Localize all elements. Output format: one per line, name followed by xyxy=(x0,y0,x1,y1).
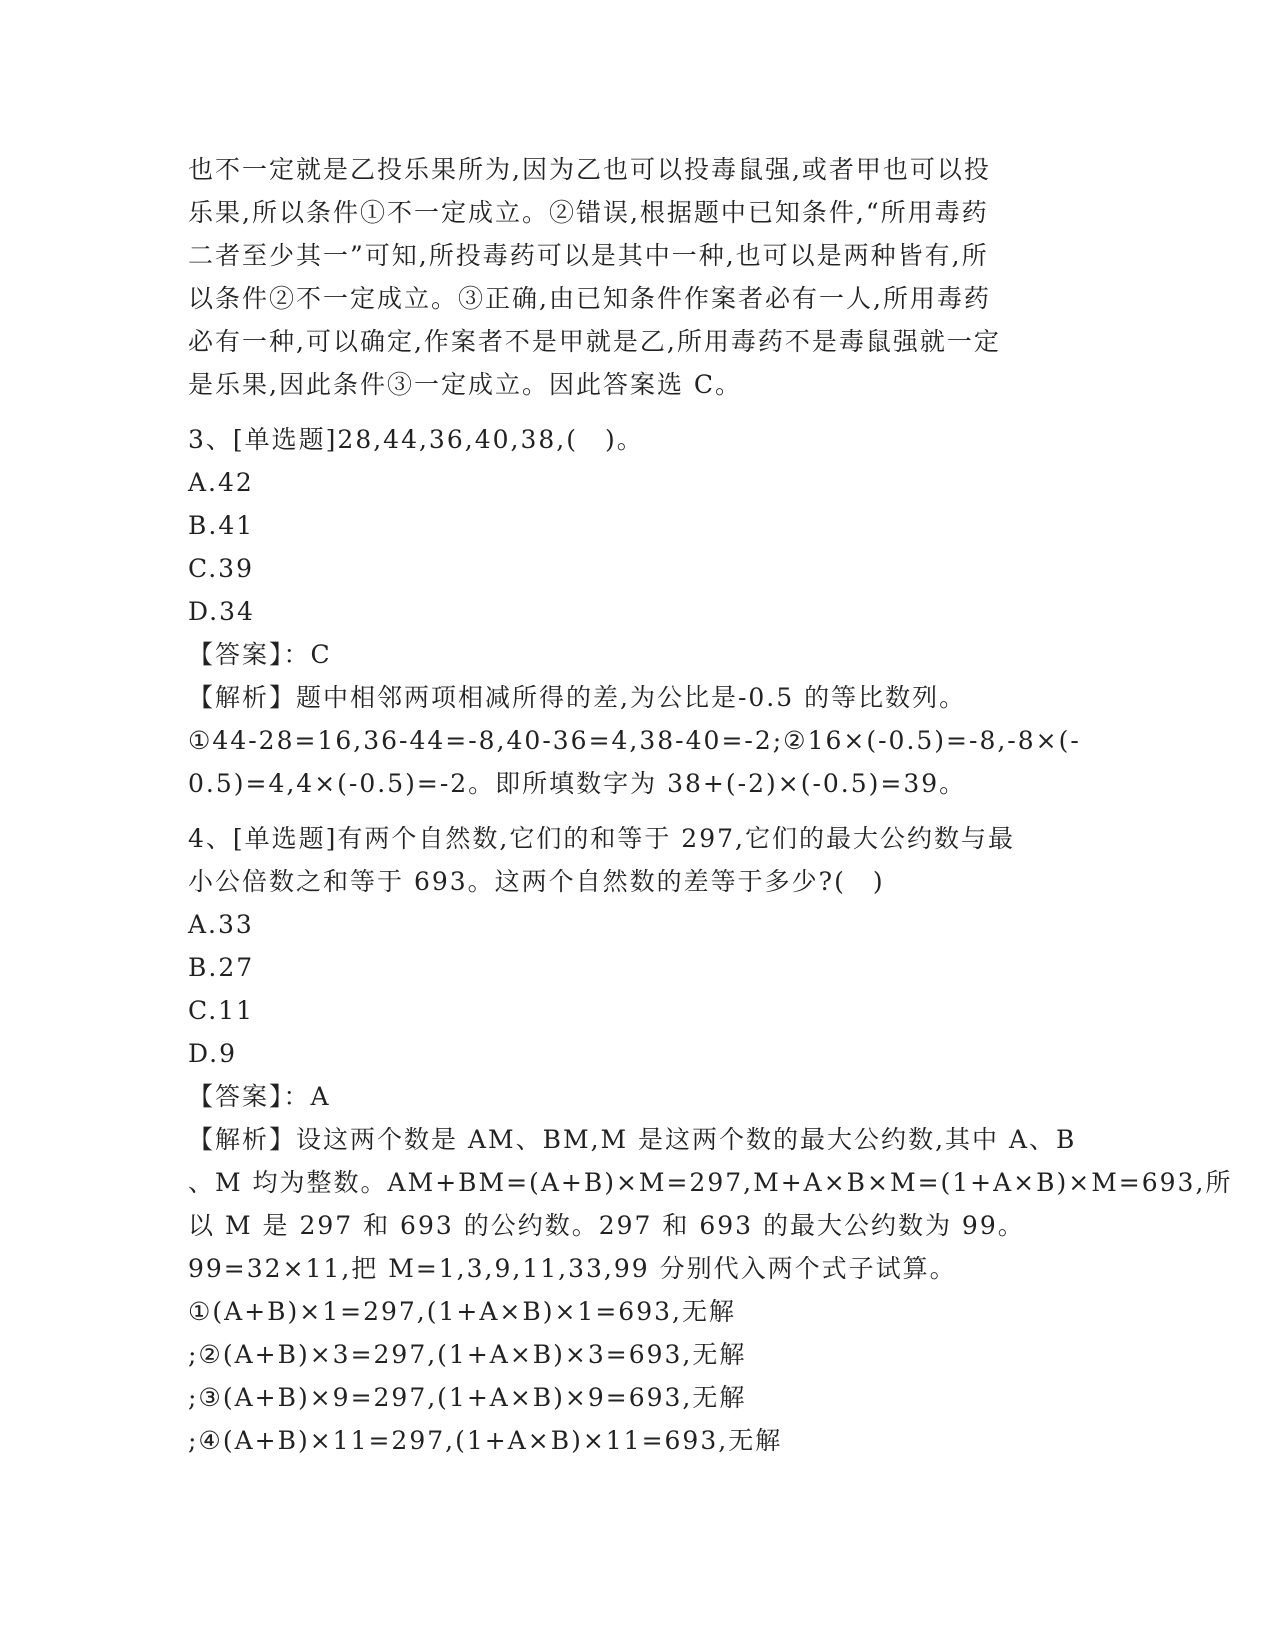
option-c: C.39 xyxy=(188,554,254,583)
option-d: D.9 xyxy=(188,1039,238,1068)
option-c: C.11 xyxy=(188,996,254,1025)
spacer xyxy=(188,805,1088,817)
question-3 xyxy=(188,418,1088,805)
text-line: 以条件②不一定成立。③正确,由已知条件作案者必有一人,所用毒药 xyxy=(188,284,991,313)
analysis-line: 、M 均为整数。AM+BM=(A+B)×M=297,M+A×B×M=(1+A×B)×M=693,所 xyxy=(188,1168,1233,1197)
option-a: A.42 xyxy=(188,468,254,497)
analysis-line: ;④(A+B)×11=297,(1+A×B)×11=693,无解 xyxy=(188,1426,783,1455)
analysis-line: 99=32×11,把 M=1,3,9,11,33,99 分别代入两个式子试算。 xyxy=(188,1254,957,1283)
text-line: 是乐果,因此条件③一定成立。因此答案选 C。 xyxy=(188,370,743,399)
analysis-line: 以 M 是 297 和 693 的公约数。297 和 693 的最大公约数为 99。 xyxy=(188,1211,1025,1240)
question-text: 3、[单选题]28,44,36,40,38,( )。 xyxy=(188,425,644,454)
text-line: 二者至少其一”可知,所投毒药可以是其中一种,也可以是两种皆有,所 xyxy=(188,241,989,270)
analysis-line: 0.5)=4,4×(-0.5)=-2。即所填数字为 38+(-2)×(-0.5)=39。 xyxy=(188,769,967,798)
question-text: 4、[单选题]有两个自然数,它们的和等于 297,它们的最大公约数与最 xyxy=(188,824,1015,853)
analysis-line: ①44-28=16,36-44=-8,40-36=4,38-40=-2;②16×(-0.5)=-8,-8×(- xyxy=(188,726,1081,755)
question-text: 小公倍数之和等于 693。这两个自然数的差等于多少?( ) xyxy=(188,867,885,896)
option-b: B.27 xyxy=(188,953,255,982)
answer-line: 【答案】：A xyxy=(188,1082,331,1111)
analysis-line: ①(A+B)×1=297,(1+A×B)×1=693,无解 xyxy=(188,1297,736,1326)
option-b: B.41 xyxy=(188,511,255,540)
analysis-line: ;③(A+B)×9=297,(1+A×B)×9=693,无解 xyxy=(188,1383,747,1412)
analysis-line: 【解析】题中相邻两项相减所得的差,为公比是-0.5 的等比数列。 xyxy=(188,683,967,712)
option-d: D.34 xyxy=(188,597,255,626)
document-page xyxy=(188,148,1233,1462)
text-line: 也不一定就是乙投乐果所为,因为乙也可以投毒鼠强,或者甲也可以投 xyxy=(188,155,991,184)
answer-line: 【答案】：C xyxy=(188,640,332,669)
question-4 xyxy=(188,817,1233,1462)
text-line: 必有一种,可以确定,作案者不是甲就是乙,所用毒药不是毒鼠强就一定 xyxy=(188,327,1001,356)
analysis-line: ;②(A+B)×3=297,(1+A×B)×3=693,无解 xyxy=(188,1340,747,1369)
intro-paragraph xyxy=(188,148,1088,406)
spacer xyxy=(188,406,1088,418)
option-a: A.33 xyxy=(188,910,254,939)
analysis-line: 【解析】设这两个数是 AM、BM,M 是这两个数的最大公约数,其中 A、B xyxy=(188,1125,1077,1154)
text-line: 乐果,所以条件①不一定成立。②错误,根据题中已知条件,“所用毒药 xyxy=(188,198,989,227)
